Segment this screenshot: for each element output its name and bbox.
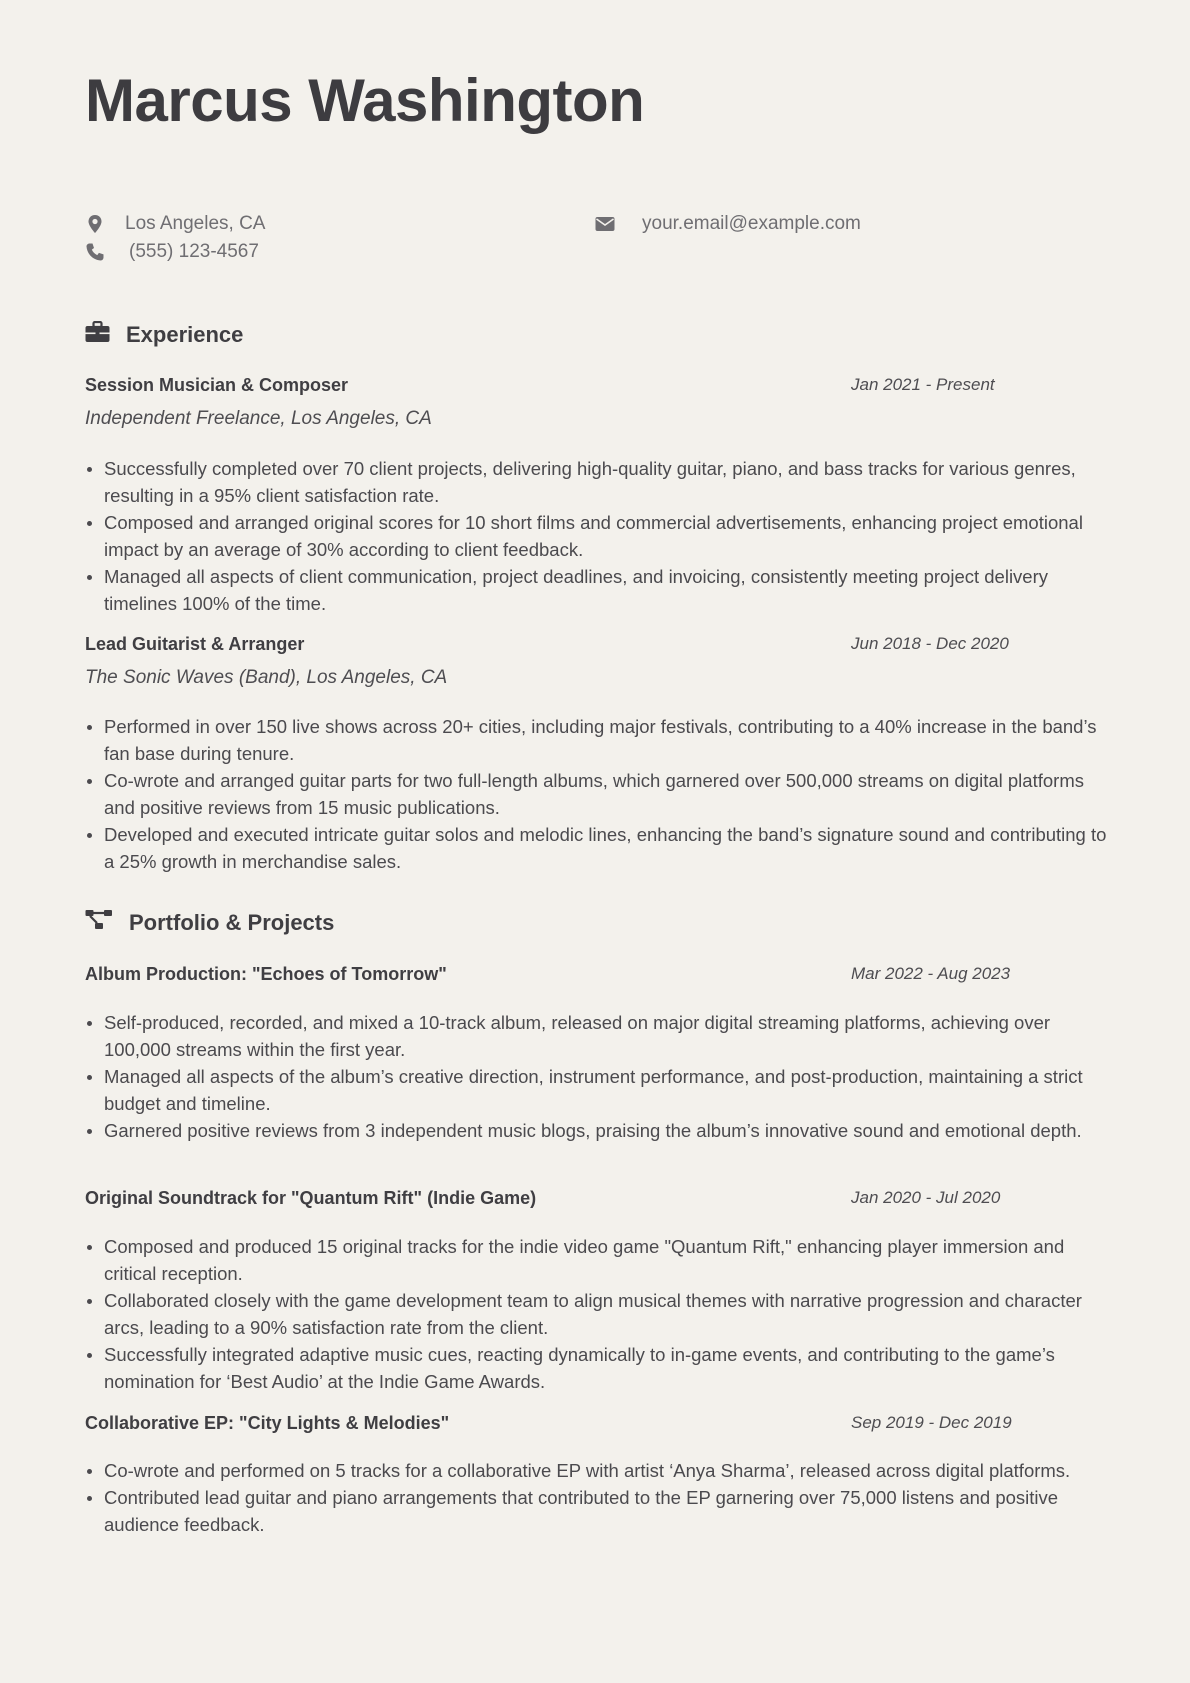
map-pin-icon — [85, 214, 105, 234]
bullet-item: Managed all aspects of the album’s creative direction, instrument performance, and post-production, maintaining a strict budget and timeline. — [85, 1063, 1110, 1117]
project-bullets — [85, 1457, 1110, 1538]
bullet-item: Garnered positive reviews from 3 independent music blogs, praising the album’s innovative sound and emotional depth. — [85, 1117, 1110, 1144]
bullet-item: Composed and arranged original scores for 10 short films and commercial advertisements, enhancing project emotional impact by an average of 30% according to client feedback. — [85, 509, 1110, 563]
experience-heading: Experience — [126, 321, 244, 347]
bullet-item: Performed in over 150 live shows across 20+ cities, including major festivals, contributing to a 40% increase in the band’s fan base during tenure. — [85, 713, 1110, 767]
email-text[interactable]: your.email@example.com — [642, 213, 861, 234]
experience-bullets — [85, 713, 1110, 875]
bullet-item: Contributed lead guitar and piano arrangements that contributed to the EP garnering over 75,000 listens and positive audience feedback. — [85, 1484, 1110, 1538]
contact-location — [85, 213, 265, 235]
experience-title: Lead Guitarist & Arranger — [85, 634, 305, 654]
location-text: Los Angeles, CA — [125, 213, 266, 234]
bullet-item: Collaborated closely with the game development team to align musical themes with narrative progression and character arcs, leading to a 90% satisfaction rate from the client. — [85, 1287, 1110, 1341]
projects-section-header — [85, 909, 334, 936]
project-diagram-icon — [85, 909, 113, 936]
bullet-item: Co-wrote and performed on 5 tracks for a collaborative EP with artist ‘Anya Sharma’, released across digital platforms. — [85, 1457, 1110, 1484]
experience-date: Jan 2021 - Present — [851, 375, 995, 394]
experience-section-header — [85, 321, 243, 348]
project-title: Album Production: "Echoes of Tomorrow" — [85, 964, 447, 984]
projects-heading: Portfolio & Projects — [129, 909, 335, 935]
experience-organization: Independent Freelance, Los Angeles, CA — [85, 408, 432, 429]
contact-email — [595, 213, 861, 235]
envelope-icon — [595, 214, 615, 234]
experience-title: Session Musician & Composer — [85, 375, 349, 395]
experience-bullets — [85, 455, 1110, 617]
bullet-item: Self-produced, recorded, and mixed a 10-track album, released on major digital streaming platforms, achieving over 100,000 streams within the first year. — [85, 1009, 1110, 1063]
project-date: Sep 2019 - Dec 2019 — [851, 1413, 1012, 1432]
project-title: Original Soundtrack for "Quantum Rift" (Indie Game) — [85, 1188, 537, 1208]
project-title: Collaborative EP: "City Lights & Melodies" — [85, 1413, 450, 1433]
project-bullets — [85, 1233, 1110, 1395]
experience-organization: The Sonic Waves (Band), Los Angeles, CA — [85, 667, 448, 688]
project-date: Mar 2022 - Aug 2023 — [851, 964, 1011, 983]
bullet-item: Composed and produced 15 original tracks for the indie video game "Quantum Rift," enhancing player immersion and critical reception. — [85, 1233, 1110, 1287]
bullet-item: Successfully completed over 70 client projects, delivering high-quality guitar, piano, and bass tracks for various genres, resulting in a 95% client satisfaction rate. — [85, 455, 1110, 509]
briefcase-icon — [85, 321, 110, 348]
phone-text: (555) 123-4567 — [129, 241, 259, 262]
bullet-item: Developed and executed intricate guitar solos and melodic lines, enhancing the band’s signature sound and contributing to a 25% growth in merchandise sales. — [85, 821, 1110, 875]
experience-date: Jun 2018 - Dec 2020 — [851, 634, 1009, 653]
phone-icon — [85, 242, 105, 262]
candidate-name: Marcus Washington — [85, 67, 645, 134]
bullet-item: Co-wrote and arranged guitar parts for two full-length albums, which garnered over 500,000 streams on digital platforms and positive reviews from 15 music publications. — [85, 767, 1110, 821]
project-bullets — [85, 1009, 1110, 1144]
project-date: Jan 2020 - Jul 2020 — [851, 1188, 1001, 1207]
bullet-item: Successfully integrated adaptive music cues, reacting dynamically to in-game events, and contributing to the game’s nomination for ‘Best Audio’ at the Indie Game Awards. — [85, 1341, 1110, 1395]
contact-phone — [85, 241, 259, 263]
bullet-item: Managed all aspects of client communication, project deadlines, and invoicing, consistently meeting project delivery timelines 100% of the time. — [85, 563, 1110, 617]
